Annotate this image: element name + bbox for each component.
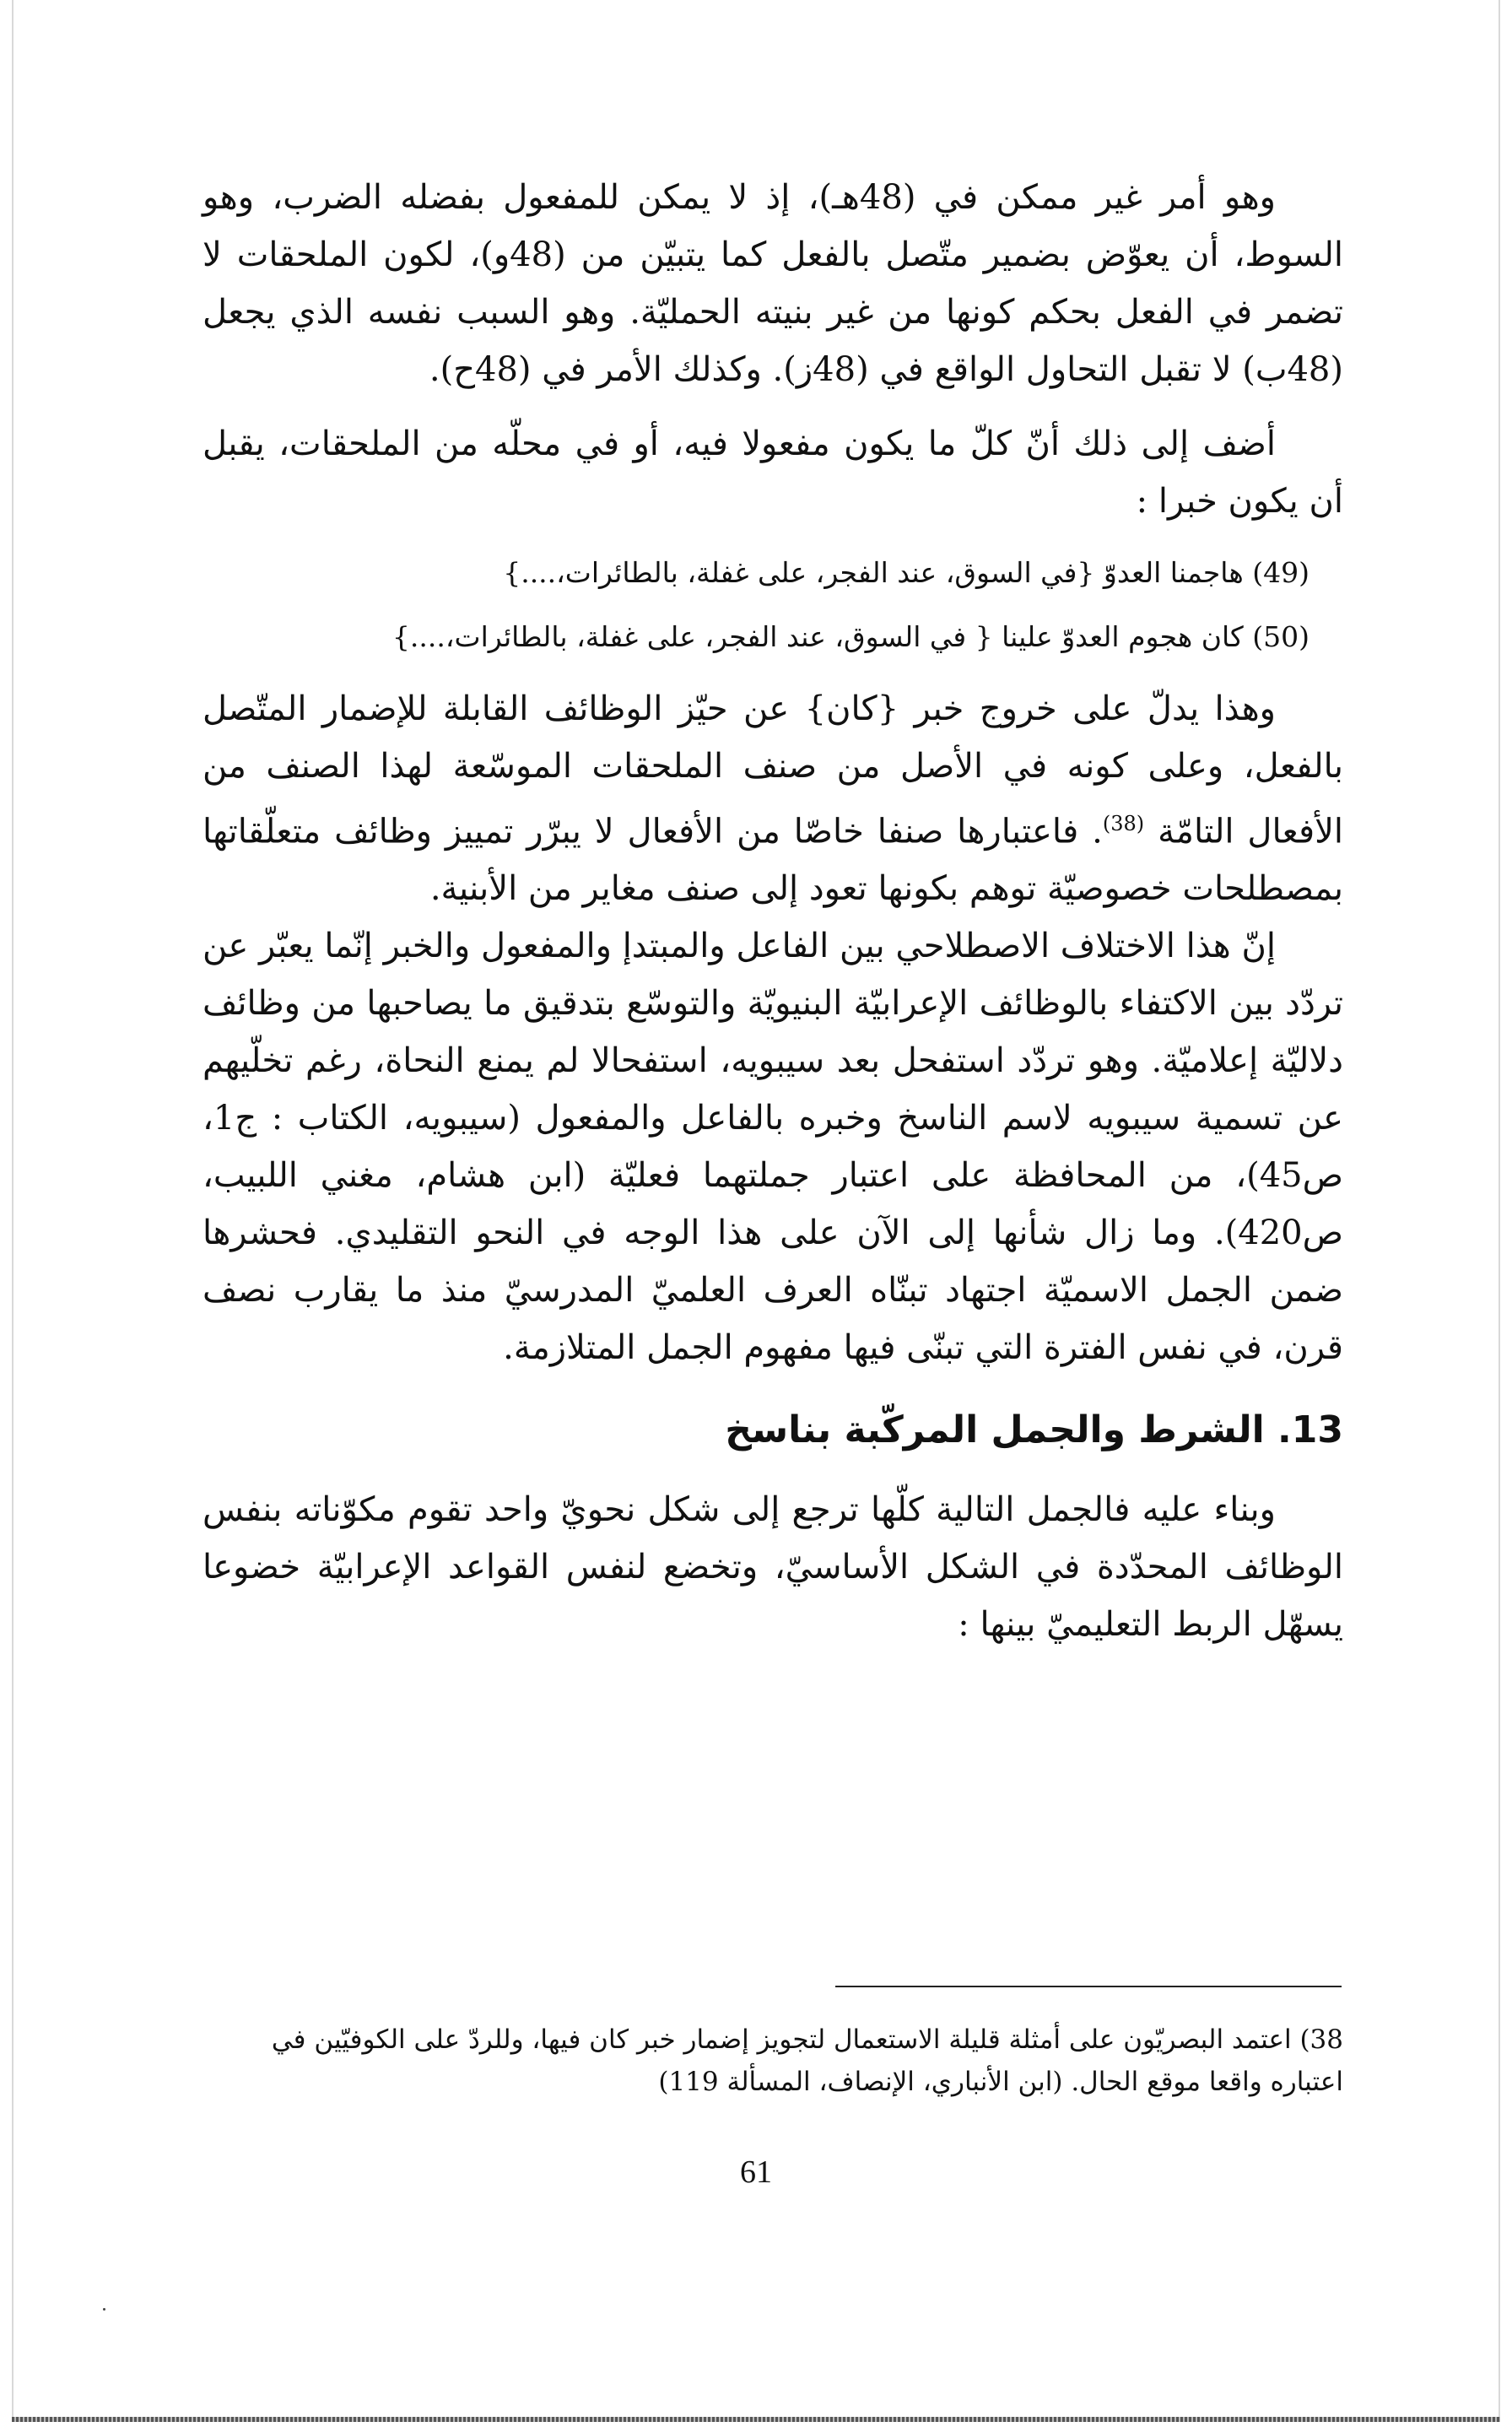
- footnote-separator: [835, 1986, 1342, 1987]
- paragraph-2: أضف إلى ذلك أنّ كلّ ما يكون مفعولا فيه، أو في محلّه من الملحقات، يقبل أن يكون خبرا :: [202, 424, 1343, 521]
- footnote-38: 38) اعتمد البصريّون على أمثلة قليلة الاستعمال لتجويز إضمار خبر كان فيها، وللردّ على الكوفيّين في اعتباره واقعا موقع الحال. (ابن الأنباري، الإنصاف، المسألة 119): [271, 2024, 1343, 2097]
- scan-speck: [103, 2308, 105, 2311]
- paragraph-3-text: وهذا يدلّ على خروج خبر {كان} عن حيّز الوظائف القابلة للإضمار المتّصل بالفعل، وعلى كونه في الأصل من صنف الملحقات الموسّعة لهذا الصنف من الأفعال التامّة: [202, 689, 1344, 851]
- paragraph-5: وبناء عليه فالجمل التالية كلّها ترجع إلى شكل نحويّ واحد تقوم مكوّناته بنفس الوظائف المحدّدة في الشكل الأساسيّ، وتخضع لنفس القواعد الإعرابيّة خضوعا يسهّل الربط التعليميّ بينها :: [202, 1490, 1343, 1645]
- page-number: 61: [740, 2154, 772, 2190]
- section-heading: [202, 1405, 1343, 1456]
- section-number: 13.: [1277, 1408, 1343, 1452]
- paragraph-1: وهو أمر غير ممكن في (48هـ)، إذ لا يمكن للمفعول بفضله الضرب، وهو السوط، أن يعوّض بضمير متّصل بالفعل كما يتبيّن من (48و)، لكون الملحقات لا تضمر في الفعل بحكم كونها من غير بنيته الحمليّة. وهو السبب نفسه الذي يجعل (48ب) لا تقبل التحاول الواقع في (48ز). وكذلك الأمر في (48ح).: [202, 178, 1344, 389]
- example-50: (50) كان هجوم العدوّ علينا { في السوق، عند الفجر، على غفلة، بالطائرات،....}: [392, 620, 1310, 653]
- scan-bottom-edge: [12, 2417, 1500, 2422]
- footnote-ref-38: (38): [1102, 812, 1145, 835]
- page-body: [202, 169, 1343, 1653]
- paragraph-3: [202, 680, 1343, 917]
- section-title: الشرط والجمل المركّبة بناسخ: [725, 1408, 1265, 1452]
- example-49: (49) هاجمنا العدوّ {في السوق، عند الفجر، على غفلة، بالطائرات،....}: [503, 556, 1310, 589]
- paragraph-4: إنّ هذا الاختلاف الاصطلاحي بين الفاعل والمبتدإ والمفعول والخبر إنّما يعبّر عن تردّد بين الاكتفاء بالوظائف الإعرابيّة البنيويّة والتوسّع بتدقيق ما يصاحبها من وظائف دلاليّة إعلاميّة. وهو تردّد استفحل بعد سيبويه، استفحالا لم يمنع النحاة، رغم تخلّيهم عن تسمية سيبويه لاسم الناسخ وخبره بالفاعل والمفعول (سيبويه، الكتاب : ج1، ص45)، من المحافظة على اعتبار جملتهما فعليّة (ابن هشام، مغني اللبيب، ص420). وما زال شأنها إلى الآن على هذا الوجه في النحو التقليدي. فحشرها ضمن الجمل الاسميّة اجتهاد تبنّاه العرف العلميّ المدرسيّ منذ ما يقارب نصف قرن، في نفس الفترة التي تبنّى فيها مفهوم الجمل المتلازمة.: [202, 927, 1343, 1368]
- paragraph-3-end: . فاعتبارها صنفا خاصّا من الأفعال لا يبرّر تمييز وظائف متعلّقاتها بمصطلحات خصوصيّة توهم بكونها تعود إلى صنف مغاير من الأبنية.: [202, 812, 1343, 909]
